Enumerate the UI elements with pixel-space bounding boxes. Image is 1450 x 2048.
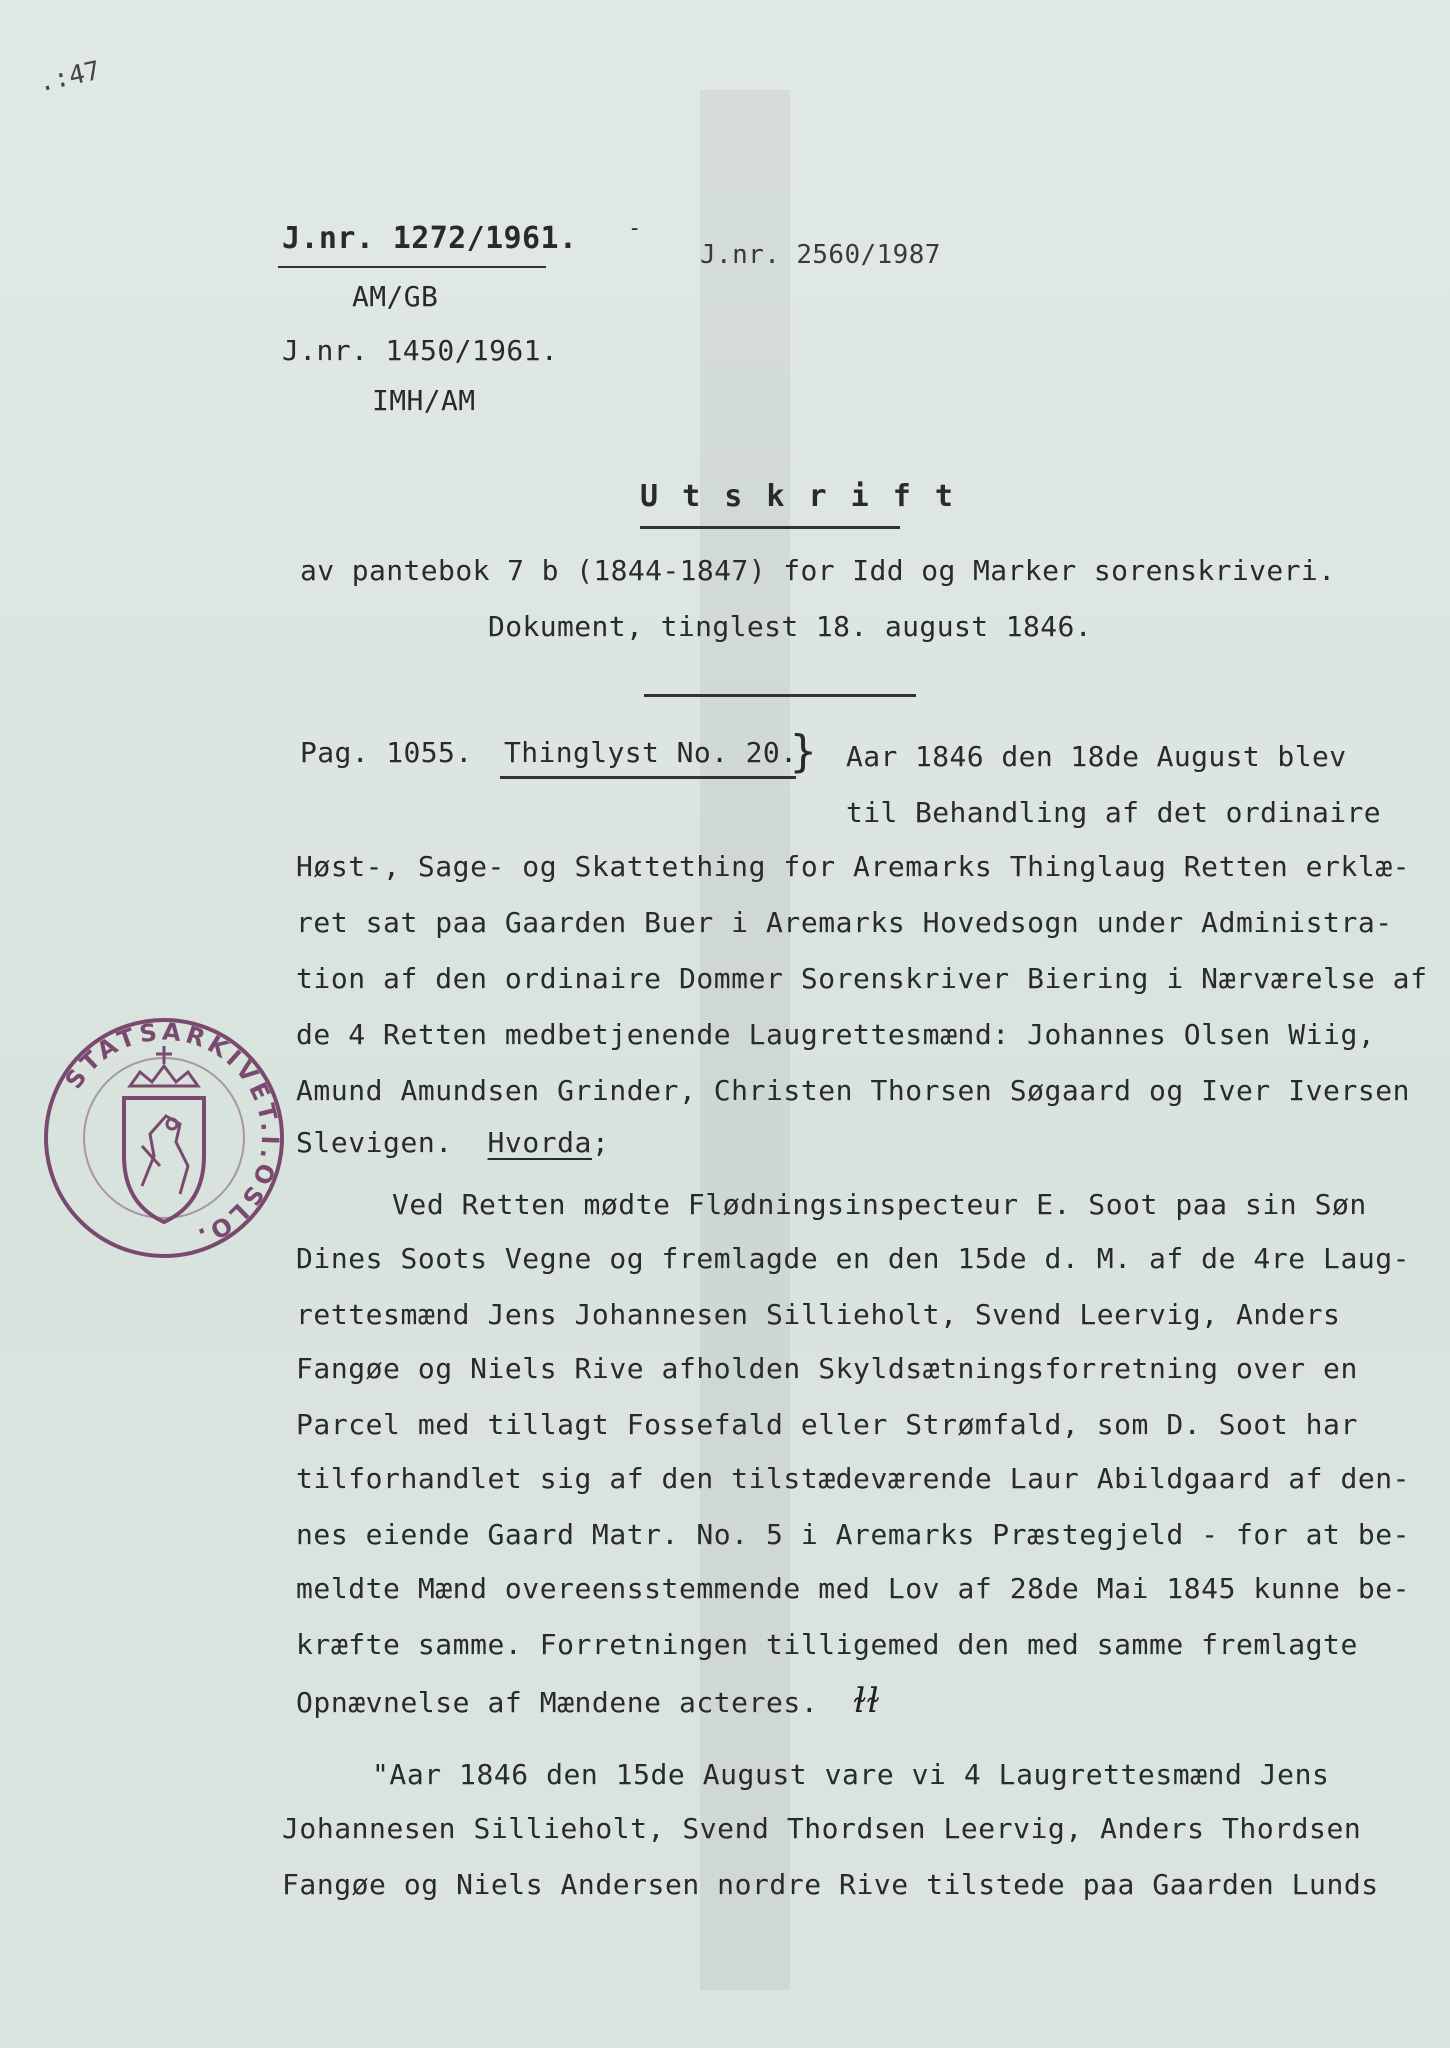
journal-number-2: J.nr. 1450/1961. (282, 334, 559, 367)
document-title: U t s k r i f t (640, 479, 956, 514)
slevigen-line (296, 1126, 609, 1160)
quote-line: Johannesen Sillieholt, Svend Thordsen Leervig, Anders Thordsen (282, 1812, 1362, 1845)
paragraph-line: meldte Mænd overeensstemmende med Lov af 28de Mai 1845 kunne be- (296, 1572, 1411, 1605)
hvorda-suffix: ; (591, 1126, 610, 1159)
paragraph-line: Parcel med tillagt Fossefald eller Strømfald, som D. Soot har (296, 1408, 1358, 1441)
initials-1: AM/GB (352, 280, 439, 313)
paragraph-line: rettesmænd Jens Johannesen Sillieholt, Svend Leervig, Anders (296, 1298, 1341, 1331)
body-line: de 4 Retten medbetjenende Laugrettesmænd: Johannes Olsen Wiig, (296, 1018, 1376, 1051)
paragraph-line: nes eiende Gaard Matr. No. 5 i Aremarks Præstegjeld - for at be- (296, 1518, 1411, 1551)
journal-number-1: J.nr. 1272/1961. (282, 221, 578, 256)
journal-underline (278, 266, 546, 268)
paragraph-line: tilforhandlet sig af den tilstædeværende Laur Abildgaard af den- (296, 1462, 1411, 1495)
opening-text-cont: til Behandling af det ordinaire (846, 796, 1381, 829)
paragraph-line: Dines Soots Vegne og fremlagde en den 15de d. M. af de 4re Laug- (296, 1242, 1411, 1275)
paragraph-line-last (296, 1681, 881, 1721)
section-divider (644, 694, 916, 697)
body-line: tion af den ordinaire Dommer Sorenskriver Biering i Nærværelse af (296, 962, 1428, 995)
journal-number-3: J.nr. 2560/1987 (700, 240, 941, 270)
thinglyst-underline (500, 776, 796, 779)
dash-mark: - (628, 216, 642, 241)
body-line: Amund Amundsen Grinder, Christen Thorsen Søgaard og Iver Iversen (296, 1074, 1411, 1107)
title-underline (640, 526, 900, 529)
hvorda-text: Hvorda (487, 1126, 592, 1159)
stamp-text: STATSARKIVET.I.OSLO. (59, 1017, 285, 1253)
crown-icon (130, 1046, 198, 1086)
archive-stamp (42, 1016, 286, 1260)
initials-2: IMH/AM (372, 384, 476, 417)
paragraph-line: Ved Retten mødte Flødningsinspecteur E. Soot paa sin Søn (392, 1188, 1367, 1221)
paragraph-line: kræfte samme. Forretningen tilligemed den med samme fremlagte (296, 1628, 1358, 1661)
handwritten-mark: ɫɫ (853, 1681, 881, 1721)
page-reference: Pag. 1055. (300, 736, 473, 769)
body-line: Høst-, Sage- og Skattething for Aremarks Thinglaug Retten erklæ- (296, 850, 1411, 883)
slevigen-text: Slevigen. (296, 1126, 453, 1159)
brace-mark: } (790, 726, 817, 777)
paragraph-text: Opnævnelse af Mændene acteres. (296, 1686, 819, 1719)
quote-line: "Aar 1846 den 15de August vare vi 4 Laugrettesmænd Jens (372, 1758, 1330, 1791)
opening-text: Aar 1846 den 18de August blev (846, 740, 1347, 773)
body-line: ret sat paa Gaarden Buer i Aremarks Hovedsogn under Administra- (296, 906, 1393, 939)
quote-line: Fangøe og Niels Andersen nordre Rive tilstede paa Gaarden Lunds (282, 1868, 1379, 1901)
corner-mark: .:47 (35, 55, 104, 99)
subtitle-date: Dokument, tinglest 18. august 1846. (488, 610, 1093, 643)
subtitle-source: av pantebok 7 b (1844-1847) for Idd og Marker sorenskriveri. (300, 554, 1336, 587)
paragraph-line: Fangøe og Niels Rive afholden Skyldsætningsforretning over en (296, 1352, 1358, 1385)
thinglyst-number: Thinglyst No. 20. (504, 736, 798, 769)
lion-icon (142, 1116, 188, 1194)
